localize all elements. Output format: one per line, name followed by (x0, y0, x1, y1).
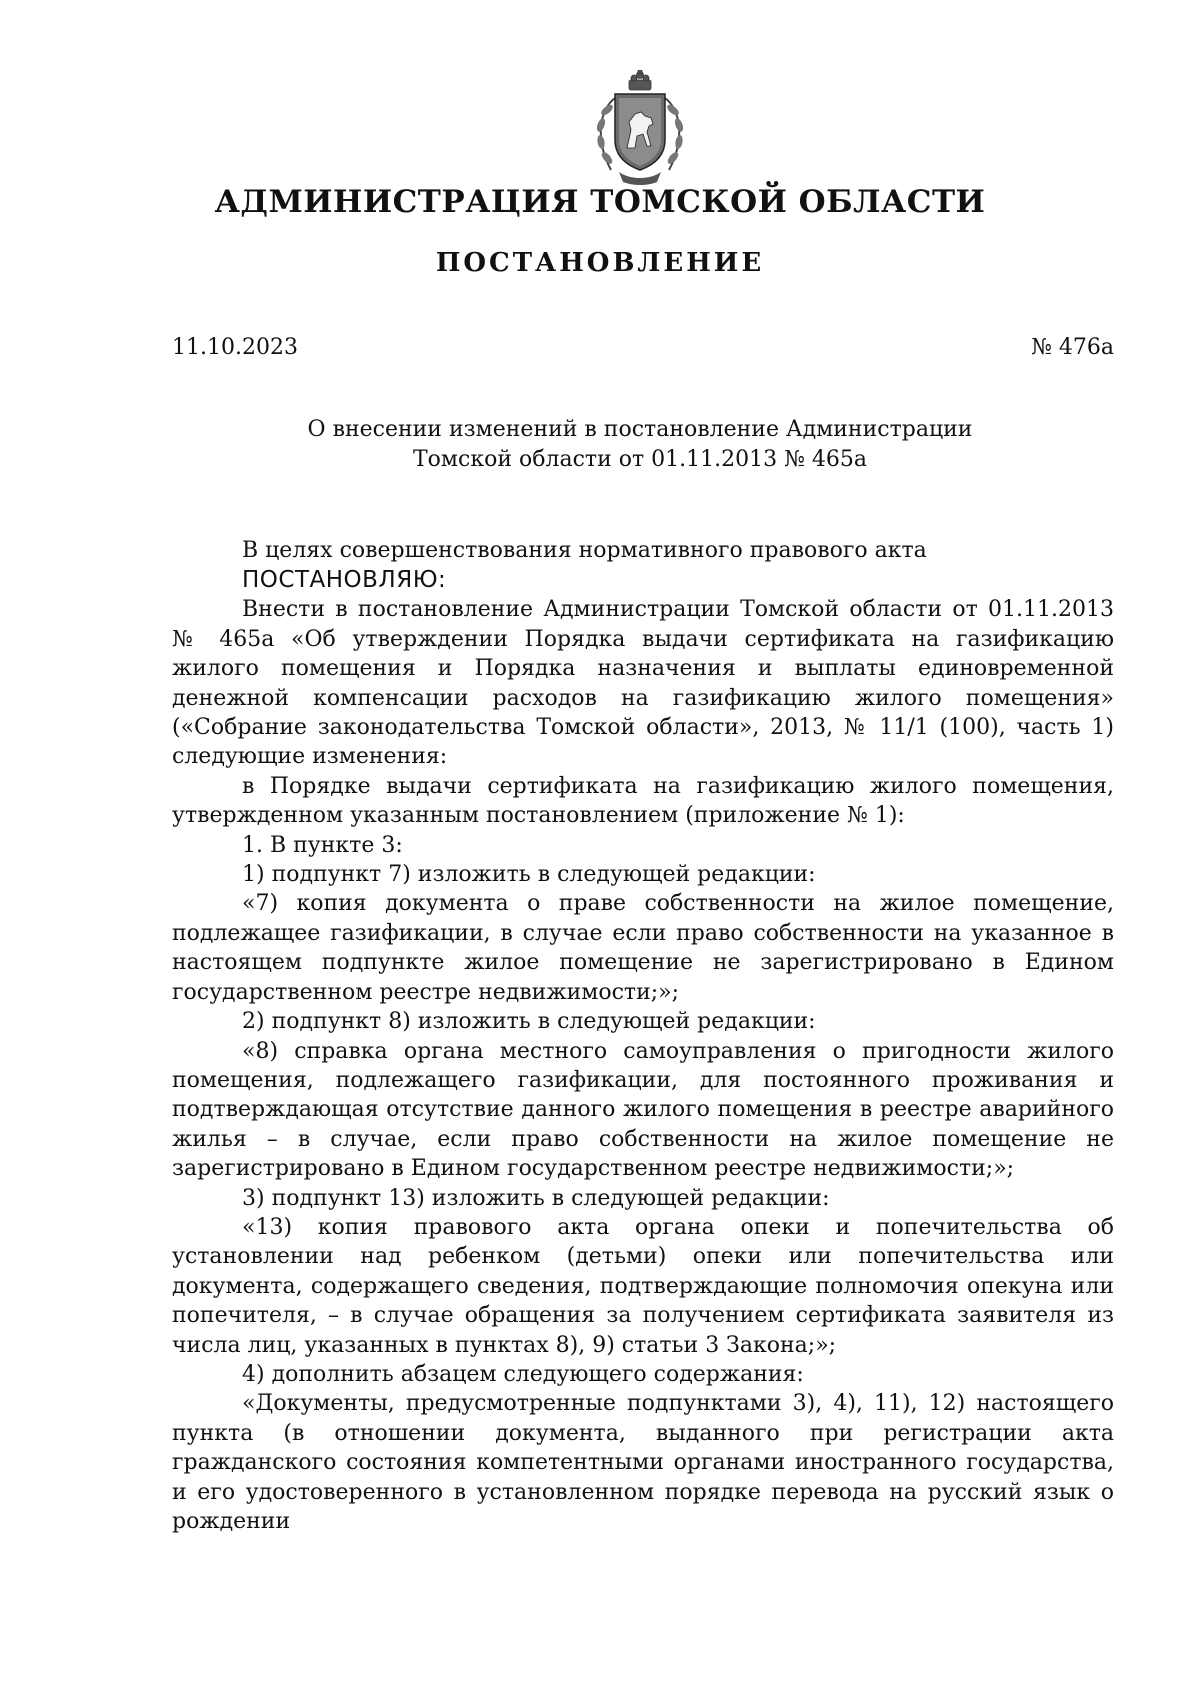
body-paragraph: Внести в постановление Администрации Томской области от 01.11.2013 № 465а «Об утверждении Порядка выдачи сертификата на газификацию жилого помещения и Порядка назначения и выплаты единовременной денежной компенсации расходов на газификацию жилого помещения» («Собрание законодательства Томской области», 2013, № 11/1 (100), часть 1) следующие изменения: (172, 597, 1114, 770)
document-number: № 476а (1031, 335, 1114, 360)
subject-line: Томской области от 01.11.2013 № 465а (412, 447, 868, 472)
body-paragraph: 1. В пункте 3: (242, 832, 403, 858)
body-paragraph: 3) подпункт 13) изложить в следующей редакции: (242, 1185, 830, 1211)
subject-line: О внесении изменений в постановление Администрации (307, 417, 973, 442)
document-subject (0, 415, 1200, 475)
document-type: ПОСТАНОВЛЕНИЕ (435, 248, 765, 278)
body-paragraph: «13) копия правового акта органа опеки и попечительства об установлении над ребенком (детьми) опеки или попечительства или документа, содержащего сведения, подтверждающие полномочия опекуна или попечителя, – в случае обращения за получением сертификата заявителя из числа лиц, указанных в пунктах 8), 9) статьи 3 Закона;»; (172, 1214, 1114, 1358)
decree-word: ПОСТАНОВЛЯЮ: (242, 567, 447, 594)
body-paragraph: «7) копия документа о праве собственности на жилое помещение, подлежащее газификации, в случае если право собственности на указанное в настоящем подпункте жилое помещение не зарегистрировано в Едином государственном реестре недвижимости;»; (172, 891, 1114, 1005)
body-paragraph: 2) подпункт 8) изложить в следующей редакции: (242, 1009, 816, 1035)
purpose-paragraph: В целях совершенствования нормативного правового акта (242, 538, 927, 563)
body-paragraph: «Документы, предусмотренные подпунктами 3), 4), 11), 12) настоящего пункта (в отношении документа, выданного при регистрации акта гражданского состояния компетентными органами иностранного государства, и его удостоверенного в установленном порядке перевода на русский язык о рождении (172, 1391, 1114, 1534)
body-paragraph: 1) подпункт 7) изложить в следующей редакции: (242, 862, 816, 888)
organization-title: АДМИНИСТРАЦИЯ ТОМСКОЙ ОБЛАСТИ (214, 184, 986, 220)
document-body (172, 536, 1114, 1536)
document-date: 11.10.2023 (172, 335, 298, 360)
body-paragraph: 4) дополнить абзацем следующего содержания: (242, 1361, 804, 1387)
body-paragraph: «8) справка органа местного самоуправления о пригодности жилого помещения, подлежащего газификации, для постоянного проживания и подтверждающая отсутствие данного жилого помещения в реестре аварийного жилья – в случае, если право собственности на жилое помещение не зарегистрировано в Едином государственном реестре недвижимости;»; (172, 1038, 1114, 1182)
body-paragraph: в Порядке выдачи сертификата на газификацию жилого помещения, утвержденном указанным постановлением (приложение № 1): (172, 773, 1114, 829)
tomsk-oblast-coat-of-arms-icon (585, 70, 695, 188)
